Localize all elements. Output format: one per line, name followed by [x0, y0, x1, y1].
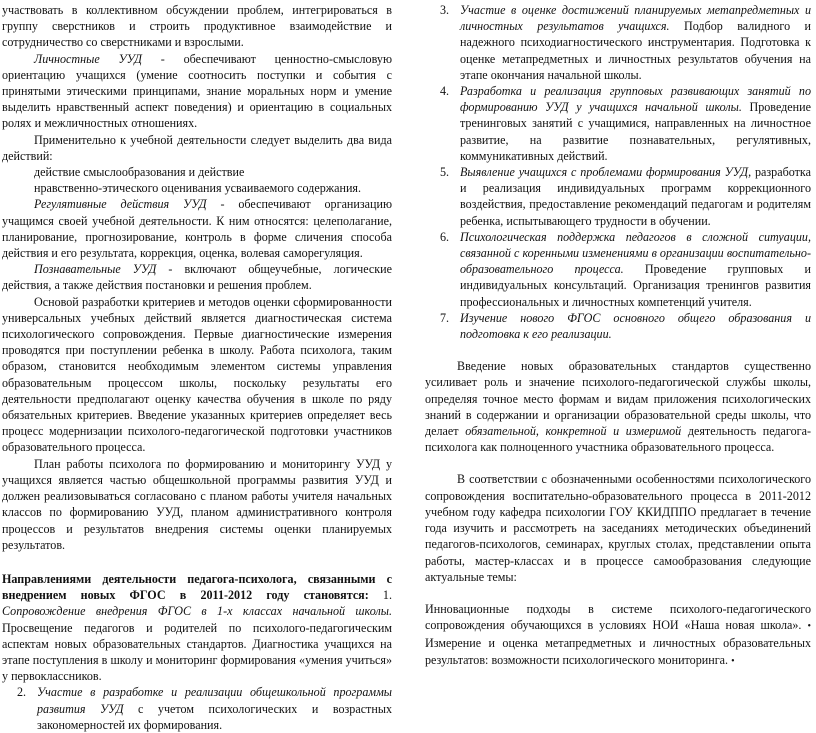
- direction-5: 5. Выявление учащихся с проблемами формирования УУД, разработка и реализация индивидуальных программ коррекционного воздействия, предоставление рекомендаций педагогам и родителям ребенка, испытывающего трудности в обучении.: [440, 165, 811, 228]
- paragraph-new-standards: Введение новых образовательных стандартов существенно усиливает роль и значение психолого-педагогической службы школы, определяя точное место формам и видам приложения психологических знаний в содержании и организации образовательной среды школы, что делает обязательной, конкретной и измеримой деятельность педагога-психолога как полноценного участника образовательного процесса.: [425, 359, 811, 455]
- paragraph-accordance: В соответствии с обозначенными особенностями психологического сопровождения воспитательно-образовательного процесса в 2011-2012 учебном году кафедра психологии ГОУ ККИДППО предлагает в течение года изучить и рассмотреть на заседаниях методических объединений педагогов-психологов, семинарах, круглых столах, представлении опыта работы, мастер-классах и в процессе самообразования следующие актуальные темы:: [425, 472, 811, 584]
- right-column: [425, 2, 811, 670]
- emphasis-measurable: обязательной, конкретной и измеримой: [465, 424, 682, 439]
- directions-heading: Направлениями деятельности педагога-психолога, связанными с внедрением новых ФГОС в 2011-2012 году становятся:: [2, 571, 392, 603]
- bullet-icon: •: [807, 621, 811, 633]
- paragraph-cognitive-uud: Познавательные УУД - включают общеучебные, логические действия, а также действия постановки и решения проблем.: [2, 262, 392, 293]
- paragraph-communicative-end: участвовать в коллективном обсуждении проблем, интегрироваться в группу сверстников и строить продуктивное взаимодействие и сотрудничество со сверстниками и взрослыми.: [2, 3, 392, 50]
- direction-7: 7. Изучение нового ФГОС основного общего образования и подготовка к его реализации.: [440, 310, 811, 342]
- paragraph-personal-actions-2: нравственно-этического оценивания усваиваемого содержания.: [34, 181, 361, 196]
- direction-2: 2. Участие в разработке и реализации общешкольной программы развития УУД с учетом психологических и возрастных закономерностей их формирования.: [17, 685, 392, 732]
- direction-1-title: Сопровождение внедрения ФГОС в 1-х классах начальной школы.: [2, 604, 392, 619]
- paragraph-diagnostic-basis: Основой разработки критериев и методов оценки сформированности универсальных учебных действий является диагностическая система психологического сопровождения. Первые диагностические измерения проводятся при поступлении ребенка в школу. Работа психолога, таким образом, становится необходимым элементом системы управления образовательным процессом школы, поскольку результаты его деятельности предполагают оценку качества обучения в школе по ряду обязательных критериев. Введение указанных критериев определяет весь процесс модернизации психолого-педагогической подготовки участников образовательного процесса.: [2, 294, 392, 455]
- term-cognitive-uud: Познавательные УУД: [34, 262, 157, 277]
- direction-2-title: Участие в разработке и реализации общешкольной программы развития УУД: [37, 685, 392, 716]
- term-regulative-uud: Регулятивные действия УУД: [34, 197, 207, 212]
- term-personal-uud: Личностные УУД: [34, 51, 142, 66]
- directions-list: [425, 2, 811, 342]
- direction-2-number: 2.: [17, 685, 27, 700]
- direction-3: 3. Участие в оценке достижений планируемых метапредметных и личностных результатов учащихся. Подбор валидного и надежного психодиагностического инструментария. Подготовка к оценке метапредметных и личностных результатов обучения на этапе окончания начальной школы.: [440, 3, 811, 82]
- bullet-icon: •: [731, 655, 735, 667]
- paragraph-personal-actions-lead: Применительно к учебной деятельности следует выделить два вида действий:: [2, 132, 392, 163]
- paragraph-regulative-uud: Регулятивные действия УУД - обеспечивают организацию учащимся своей учебной деятельности. К ним относятся: целеполагание, планирование, прогнозирование, контроль в форме сличения способа действия и его результата, коррекция, оценка, волевая саморегуляция.: [2, 197, 392, 261]
- paragraph-personal-actions-1: действие смыслообразования и действие: [34, 165, 245, 180]
- direction-6: 6. Психологическая поддержка педагогов в сложной ситуации, связанной с коренными изменениями в организации воспитательно-образовательного процесса. Проведение групповых и индивидуальных консультаций. Организация тренингов развития профессиональных и личностных компетенций учителя.: [440, 229, 811, 309]
- paragraph-personal-uud: Личностные УУД - обеспечивают ценностно-смысловую ориентацию учащихся (умение соотносить поступки и события с принятыми этическими принципами, знание моральных норм и умение выделить нравственный аспект поведения) и ориентацию в социальных ролях и межличностных отношениях.: [2, 51, 392, 131]
- paragraph-psychologist-plan: План работы психолога по формированию и мониторингу УУД у учащихся является частью общешкольной программы развития УУД и должен реализовываться согласовано с планом работы учителя начальных классов по формированию УУД, планом административного контроля процессов и результатов внедрения системы оценки планируемых результатов.: [2, 456, 392, 552]
- paragraph-topics: Инновационные подходы в системе психолого-педагогического сопровождения обучающихся в условиях НОИ «Наша новая школа». • Измерение и оценка метапредметных и личностных образовательных результатов: возможности психологического мониторинга. •: [425, 601, 811, 667]
- left-column: [2, 2, 392, 733]
- direction-4: 4. Разработка и реализация групповых развивающих занятий по формированию УУД у учащихся начальной школы. Проведение тренинговых занятий с учащимися, направленных на личностное развитие, на развитие познавательных, регулятивных, коммуникативных действий.: [440, 84, 811, 163]
- paragraph-directions: Направлениями деятельности педагога-психолога, связанными с внедрением новых ФГОС в 2011-2012 году становятся: 1. Сопровождение внедрения ФГОС в 1-х классах начальной школы. Просвещение педагогов и родителей по психолого-педагогическим аспектам новых образовательных стандартов. Диагностика учащихся на этапе поступления в школу и мониторинг формирования «умения учиться» у первоклассников.: [2, 571, 393, 684]
